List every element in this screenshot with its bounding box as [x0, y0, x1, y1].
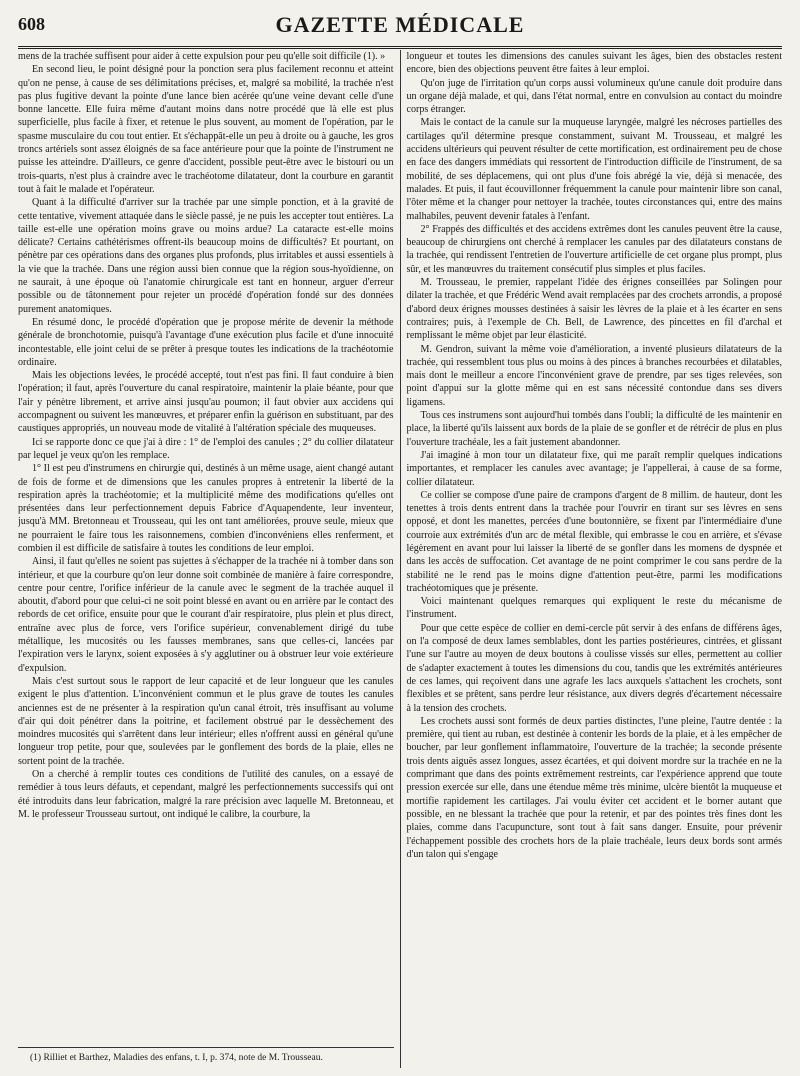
paragraph: Qu'on juge de l'irritation qu'un corps aussi volumineux qu'une canule doit produire dans un organe déjà malade, et qui, dans l'état normal, entre en convulsion au contact du moindre corps étranger.	[406, 77, 782, 116]
paragraph: En second lieu, le point désigné pour la ponction sera plus facilement reconnu et atteint qu'on ne pense, à cause de ses délimitations précises, et, malgré sa mobilité, la trachée n'est pas plus fugitive devant la pointe d'une lance bien acérée qu'une veine devant celle d'une bonne lancette. Elle fuira même d'autant moins dans notre procédé que là elle est plus superficielle, plus facile à fixer, et retenue le plus souvent, au moment de l'opération, par le spasme musculaire du cou tout entier. Et s'échappât-elle un peu à droite ou à gauche, les gros troncs artériels sont assez éloignés de sa face antérieure pour que la pointe de l'instrument ne puisse les atteindre. D'ailleurs, ce genre d'accident, possible peut-être avec le bistouri ou un trois-quarts, n'est plus à craindre avec le trachéotome dilatateur, dont la courbure en garantit tout à fait le malade et l'opérateur.	[18, 64, 394, 195]
paragraph: M. Trousseau, le premier, rappelant l'idée des érignes conseillées par Solingen pour dilater la trachée, et que Frédéric Wend avait remplacées par des crochets arrondis, a proposé d'abord deux érignes mousses destinées à saisir les lèvres de la plaie et à les écarter en sens contraires; puis, à l'exemple de Ch. Bell, de Lawrence, des pincettes en fil d'archal et remplissant le même objet par leur élasticité.	[406, 277, 782, 342]
paragraph: Mais c'est surtout sous le rapport de leur capacité et de leur longueur que les canules exigent le plus d'attention. L'inconvénient commun et le plus grave de toutes les canules anciennes est de ne présenter à la respiration qu'un canal étroit, très insuffisant au volume d'air qui doit pénétrer dans la poitrine, et facilement obstrué par le dessèchement des moindres mucosités qui s'arrêtent dans leur intérieur; elles n'offrent aussi en général qu'une longueur trop petite, pour que, soulevées par le gonflement des bords de la plaie, elles ne sortent point de la trachée.	[18, 675, 394, 767]
page-header	[18, 6, 782, 49]
paragraph: Mais les objections levées, le procédé accepté, tout n'est pas fini. Il faut conduire à bien l'opération; il faut, après l'ouverture du canal respiratoire, maintenir la plaie béante, pour que l'air y pénètre librement, et arrive ainsi jusqu'au poumon; il faut obvier aux accidens qui accompagnent ou suivent les manœuvres, et préparer enfin la guérison en substituant, par des caustiques appropriés, un nouveau mode de vitalité à l'altération spéciale des muqueuses.	[18, 370, 394, 435]
paragraph: Tous ces instrumens sont aujourd'hui tombés dans l'oubli; la difficulté de les maintenir en place, la liberté qu'ils laissent aux bords de la plaie de se gonfler et de rétrécir de plus en plus l'ouverture trachéale, les a fait justement abandonner.	[406, 410, 782, 448]
paragraph: Pour que cette espèce de collier en demi-cercle pût servir à des enfans de différens âges, on l'a composé de deux lames semblables, dont les parties postérieures, cintrées, et glissant l'une sur l'autre au moyen de deux boutons à coulisse vissés sur elles, permettent au collier de s'adapter exactement à toutes les dimensions du cou, tandis que les extrémités antérieures de ces lames, qui reçoivent dans une agrafe les lacs auxquels s'attachent les crochets, sont flexibles et se prêtent, sans perdre leur résistance, aux divers degrés d'écartement nécessaire à la tension des crochets.	[406, 622, 782, 714]
paragraph: longueur et toutes les dimensions des canules suivant les âges, bien des obstacles restent encore, bien des objections peuvent être faites à leur emploi.	[406, 51, 782, 76]
article-columns	[18, 50, 782, 1068]
masthead-title: GAZETTE MÉDICALE	[275, 12, 525, 37]
paragraph: Ce collier se compose d'une paire de crampons d'argent de 8 millim. de hauteur, dont les tenettes à trois dents entrent dans la trachée pour l'ouvrir en tirant sur ses lèvres en sens opposé, et dont les manettes, percées d'une boutonnière, se fixent par l'intermédiaire d'une courroie aux extrémités d'un arc de métal flexible, qui embrasse le cou en arrière, et s'évase légèrement en avant pour lui laisser la liberté de se gonfler dans les momens de dyspnée et dans les accès de suffocation. Cet avantage de ne point comprimer le cou sans perdre de la stabilité ne le rend pas le moins digne d'attention peut-être, parmi les modifications trachéotomiques que je présente.	[406, 489, 782, 594]
paragraph: Mais le contact de la canule sur la muqueuse laryngée, malgré les nécroses partielles des cartilages qu'il détermine presque constamment, suivant M. Trousseau, et malgré les accidens ultérieurs qui peuvent résulter de cette mortification, est ordinairement peu de chose en face des dangers immédiats qui ressortent de l'introduction difficile de l'instrument, de sa mobilité, de ses déplacemens, qui ont plus d'une fois abrégé la vie, déjà si menacée, des malades. Et puis, il faut écouvillonner fréquemment la canule pour maintenir libre son canal, l'ôter même et la changer pour nettoyer la trachée, toutes circonstances qui, entre des mains malhabiles, peuvent devenir fatales à l'enfant.	[406, 117, 782, 222]
paragraph: 1° Il est peu d'instrumens en chirurgie qui, destinés à un même usage, aient changé autant de fois de forme et de dimensions que les canules propres à entretenir la liberté de la respiration après la trachéotomie; et la multiplicité même des modifications qu'elles ont présentées dans leur perfectionnement depuis Fabrice d'Aquapendente, leur inventeur, jusqu'à MM. Bretonneau et Trousseau, qui les ont tant améliorées, prouve seule, mieux que ne pourraient le faire tous les raisonnemens, combien d'inconvéniens elles renferment, et combien il est difficile de satisfaire à toutes les conditions de leur emploi.	[18, 463, 394, 554]
paragraph: En résumé donc, le procédé d'opération que je propose mérite de devenir la méthode générale de bronchotomie, puisqu'à l'avantage d'une exécution plus facile et d'une innocuité incontestable, elle joint celui de se prêter à presque toutes les indications de la trachéotomie ordinaire.	[18, 316, 394, 368]
paragraph: Ainsi, il faut qu'elles ne soient pas sujettes à s'échapper de la trachée ni à tomber dans son intérieur, et que la courbure qu'on leur donne soit combinée de manière à faire correspondre, centre pour centre, l'orifice inférieur de la canule avec le segment de la trachée auquel il aboutit, d'abord pour que celui-ci ne soit point blessé en avant ou en arrière par le contact des rebords de cet orifice, ensuite pour que le courant d'air respiratoire, plus plein et plus direct, entraîne avec plus de force, vers l'orifice supérieur, convenablement dirigé du tube métallique, les mucosités ou les fausses membranes, sans que celles-ci, lancées par l'expiration vers le larynx, soient exposées à s'y agglutiner ou à obstruer leur voie extérieure d'expulsion.	[18, 556, 394, 674]
paragraph: On a cherché à remplir toutes ces conditions de l'utilité des canules, on a essayé de remédier à tous leurs défauts, et cependant, malgré les perfectionnements successifs qui ont été introduits dans leur fabrication, malgré la rare précision avec laquelle M. Bretonneau, et M. le professeur Trousseau surtout, ont indiqué le calibre, la courbure, la	[18, 769, 394, 820]
paragraph: Les crochets aussi sont formés de deux parties distinctes, l'une pleine, l'autre dentée : la première, qui tient au ruban, est destinée à contenir les bords de la plaie, et à les empêcher de boucher, par leur gonflement inflammatoire, l'ouverture de la trachée; la seconde présente trois dents aiguës assez longues, assez écartées, et qui doivent mordre sur la trachée en ne la comprimant que dans des points extrêmement restreints, car l'expérience apprend que toute pression exercée sur elle, dans une étendue même très minime, ulcère bientôt la muqueuse et mortifie rapidement les cartilages. J'ai voulu éviter cet accident et le borner autant que possible, en ne blessant la trachée que pour la retenir, et par des pointes très fines dont les plaies, comme dans l'acupuncture, sont tout à fait sans danger. Ensuite, pour prévenir l'échappement possible des crochets hors de la plaie trachéale, leurs deux bords sont armés d'un talon qui s'engage	[406, 715, 782, 860]
paragraph: Quant à la difficulté d'arriver sur la trachée par une simple ponction, et à la gravité de cette tentative, vivement attaquée dans le siècle passé, je ne puis les accepter tout entières. La taille est-elle une opération moins grave ou moins ardue? La cataracte est-elle moins délicate? Certains cathétérismes offrent-ils beaucoup moins de difficultés? Et pourtant, on pénètre par ces opérations dans des organes plus profonds, plus irritables et aussi essentiels à la vie que la trachée. Dans une région aussi bien connue que la région sous-hyoïdienne, on ne saurait, à une époque où l'anatomie chirurgicale est tant en honneur, arguer d'erreur possible ou de tâtonnement pour rejeter un procédé d'opération fondé sur des données purement anatomiques.	[18, 197, 394, 315]
left-column-body	[18, 50, 394, 1035]
paragraph: Voici maintenant quelques remarques qui expliquent le reste du mécanisme de l'instrument.	[406, 596, 782, 621]
left-column	[18, 50, 400, 1068]
paragraph: Ici se rapporte donc ce que j'ai à dire : 1° de l'emploi des canules ; 2° du collier dilatateur par lequel je veux qu'on les remplace.	[18, 436, 394, 461]
page-number: 608	[18, 14, 45, 34]
footnote: (1) Rilliet et Barthez, Maladies des enfans, t. I, p. 374, note de M. Trousseau.	[18, 1047, 394, 1064]
paragraph: mens de la trachée suffisent pour aider à cette expulsion pour peu qu'elle soit difficile (1). »	[18, 51, 386, 62]
right-column	[401, 50, 783, 1068]
paragraph: J'ai imaginé à mon tour un dilatateur fixe, qui me paraît remplir quelques indications importantes, et remplacer les canules avec avantage; je l'appellerai, à cause de sa forme, collier dilatateur.	[406, 449, 782, 488]
paragraph: M. Gendron, suivant la même voie d'amélioration, a inventé plusieurs dilatateurs de la trachée, qui ressemblent tous plus ou moins à des pinces à branches recourbées et dilatables, mais dont le meilleur a encore l'inconvénient grave de prendre, par ses tiges relevées, son point d'appui sur la glotte même qui en est sans nécessité contondue dans ses divers ligamens.	[406, 343, 782, 408]
paragraph: 2° Frappés des difficultés et des accidens extrêmes dont les canules peuvent être la cause, beaucoup de chirurgiens ont cherché à remplacer les canules par des dilatateurs constans de la trachée, qui rendissent l'entretien de l'ouverture artificielle de cet organe plus prompt, plus sûr, et les manœuvres du traitement consécutif plus simples et plus faciles.	[406, 223, 782, 275]
